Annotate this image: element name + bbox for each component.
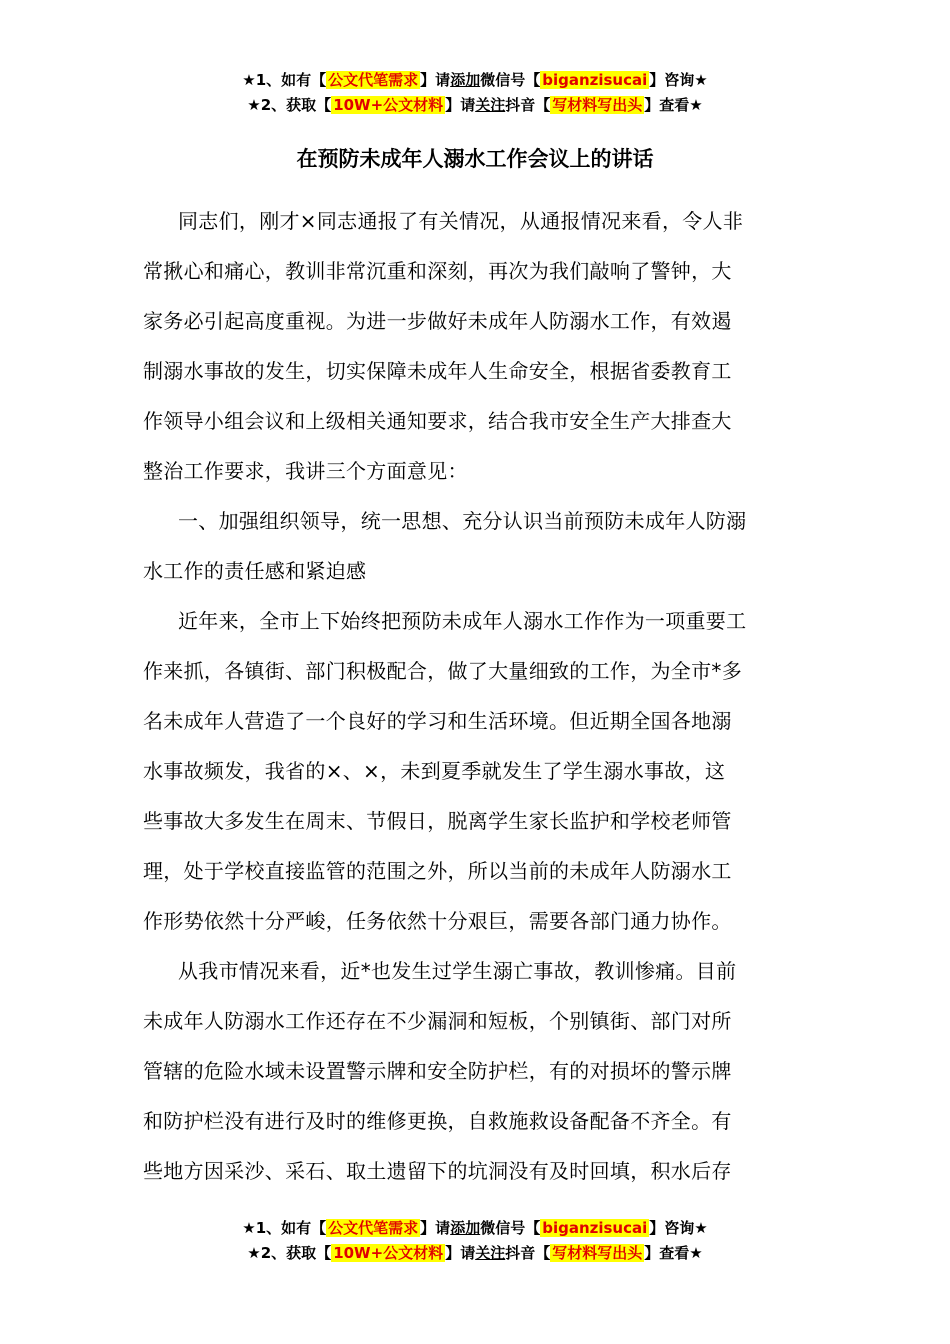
body-line: 制溺水事故的发生，切实保障未成年人生命安全，根据省委教育工 [143,359,732,383]
body-line: 家务必引起高度重视。为进一步做好未成年人防溺水工作，有效遏 [143,309,732,333]
body-line: 些事故大多发生在周末、节假日，脱离学生家长监护和学校老师管 [143,809,732,833]
promo-text: 】查看★ [644,96,703,114]
promo-line-2 [0,1241,950,1266]
body-line: 作形势依然十分严峻，任务依然十分艰巨，需要各部门通力协作。 [143,909,732,933]
promo-underlined: 添加 [450,71,481,89]
promo-highlight-wechat: biganzisucai [542,1219,648,1237]
promo-text: 】请 [420,71,451,89]
body-line: 水事故频发，我省的×、×，未到夏季就发生了学生溺水事故，这 [143,759,726,783]
promo-text: 】查看★ [644,1244,703,1262]
promo-text: ★1、如有【 [242,71,327,89]
promo-text: 微信号【 [480,1219,541,1237]
promo-text: 抖音【 [505,96,551,114]
promo-text: 】请 [420,1219,451,1237]
body-line: 理，处于学校直接监管的范围之外，所以当前的未成年人防溺水工 [143,859,732,883]
promo-highlight: 公文代笔需求 [328,71,419,89]
promo-underlined: 添加 [450,1219,481,1237]
promo-highlight: 10W+公文材料 [333,96,444,114]
promo-text: 微信号【 [480,71,541,89]
promo-banner-top [0,68,950,118]
document-body [143,196,807,1196]
promo-highlight-douyin: 写材料写出头 [552,96,643,114]
document-title: 在预防未成年人溺水工作会议上的讲话 [296,147,654,171]
promo-text: 抖音【 [505,1244,551,1262]
promo-text: ★2、获取【 [247,96,332,114]
promo-text: 】请 [445,96,476,114]
body-line: 近年来，全市上下始终把预防未成年人溺水工作作为一项重要工 [178,609,747,633]
section-heading-line: 水工作的责任感和紧迫感 [143,559,367,583]
promo-text: 】请 [445,1244,476,1262]
promo-line-1 [0,68,950,93]
body-line: 整治工作要求，我讲三个方面意见： [143,459,468,483]
body-line: 和防护栏没有进行及时的维修更换，自救施救设备配备不齐全。有 [143,1109,732,1133]
promo-underlined: 关注 [475,96,506,114]
promo-highlight-douyin: 写材料写出头 [552,1244,643,1262]
body-line: 管辖的危险水域未设置警示牌和安全防护栏，有的对损坏的警示牌 [143,1059,732,1083]
body-line: 同志们，刚才×同志通报了有关情况，从通报情况来看，令人非 [178,209,744,233]
body-line: 些地方因采沙、采石、取土遗留下的坑洞没有及时回填，积水后存 [143,1159,732,1183]
promo-highlight: 公文代笔需求 [328,1219,419,1237]
body-line: 从我市情况来看，近*也发生过学生溺亡事故，教训惨痛。目前 [178,959,737,983]
promo-underlined: 关注 [475,1244,506,1262]
body-line: 作领导小组会议和上级相关通知要求，结合我市安全生产大排查大 [143,409,732,433]
section-heading-line: 一、加强组织领导，统一思想、充分认识当前预防未成年人防溺 [178,509,747,533]
promo-text: 】咨询★ [649,1219,708,1237]
promo-highlight: 10W+公文材料 [333,1244,444,1262]
promo-line-1 [0,1216,950,1241]
promo-text: 】咨询★ [649,71,708,89]
promo-text: ★1、如有【 [242,1219,327,1237]
body-line: 名未成年人营造了一个良好的学习和生活环境。但近期全国各地溺 [143,709,732,733]
promo-text: ★2、获取【 [247,1244,332,1262]
promo-banner-bottom [0,1216,950,1266]
body-line: 常揪心和痛心，教训非常沉重和深刻，再次为我们敲响了警钟，大 [143,259,732,283]
body-line: 作来抓，各镇街、部门积极配合，做了大量细致的工作，为全市*多 [143,659,742,683]
promo-highlight-wechat: biganzisucai [542,71,648,89]
promo-line-2 [0,93,950,118]
body-line: 未成年人防溺水工作还存在不少漏洞和短板，个别镇街、部门对所 [143,1009,732,1033]
